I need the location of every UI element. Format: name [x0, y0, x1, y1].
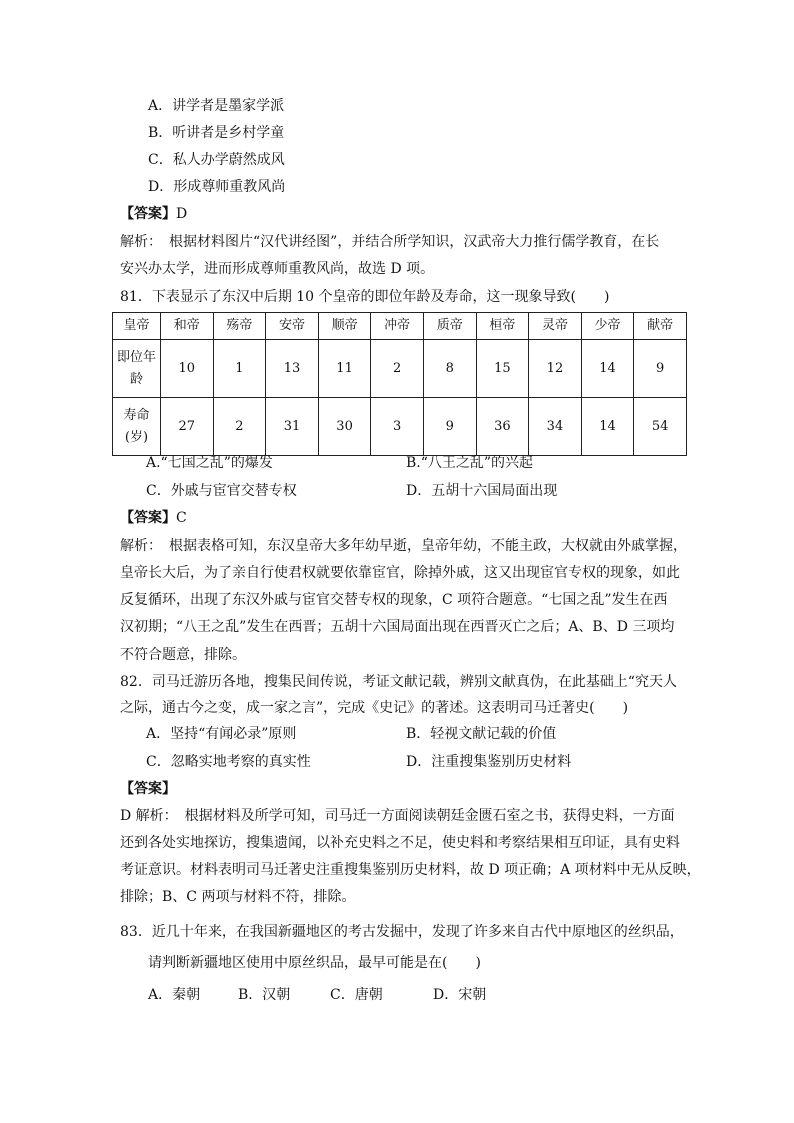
q82-options-row-1: [146, 724, 646, 744]
answer-label: 【答案】: [120, 206, 176, 222]
answer-value: D: [176, 206, 188, 222]
q80-option-b: B．听讲者是乡村学童: [148, 125, 285, 141]
q81-analysis-line-1: 解析： 根据表格可知，东汉皇帝大多年幼早逝，皇帝年幼，不能主政，大权就由外戚掌握，: [120, 538, 687, 554]
q81-option-b: B.“八王之乱”的兴起: [406, 455, 534, 471]
table-cell-age: 15: [476, 340, 529, 398]
q81-option-d: D．五胡十六国局面出现: [406, 483, 558, 499]
q81-options-row-1: [146, 453, 646, 473]
table-cell-emperor: 冲帝: [371, 313, 424, 340]
table-cell-emperor: 灵帝: [529, 313, 582, 340]
q83-stem-line-1: 83．近几十年来，在我国新疆地区的考古发掘中，发现了许多来自古代中原地区的丝织品，: [120, 924, 684, 940]
emperor-table: [112, 312, 687, 456]
q81-analysis-line-5: 不符合题意，排除。: [120, 647, 246, 663]
table-cell-age: 11: [318, 340, 371, 398]
q81-stem: 81．下表显示了东汉中后期 10 个皇帝的即位年龄及寿命，这一现象导致( ): [120, 289, 610, 305]
table-cell-emperor: 殇帝: [213, 313, 266, 340]
table-cell-emperor: 和帝: [161, 313, 214, 340]
q82-analysis-line-1: D 解析： 根据材料及所学可知，司马迁一方面阅读朝廷金匮石室之书，获得史料，一方面: [120, 808, 675, 824]
table-cell-lifespan: 9: [423, 398, 476, 456]
answer-label: 【答案】: [120, 510, 176, 526]
table-cell-age: 13: [266, 340, 319, 398]
table-cell-age: 10: [161, 340, 214, 398]
table-cell-lifespan: 54: [634, 398, 687, 456]
table-cell-lifespan: 31: [266, 398, 319, 456]
q83-option-c: C．唐朝: [330, 987, 383, 1003]
q82-options-row-2: [146, 752, 646, 772]
q80-option-a: A．讲学者是墨家学派: [148, 98, 285, 114]
q80-option-c: C．私人办学蔚然成风: [148, 152, 285, 168]
q82-stem-line-1: 82．司马迁游历各地，搜集民间传说，考证文献记载，辨别文献真伪，在此基础上“究天人: [120, 674, 677, 690]
table-cell-age: 9: [634, 340, 687, 398]
table-header-label: 皇帝: [113, 313, 161, 340]
answer-value: C: [176, 510, 187, 526]
table-cell-lifespan: 36: [476, 398, 529, 456]
q83-option-d: D．宋朝: [433, 987, 487, 1003]
table-row-lifespans: [113, 398, 687, 456]
table-cell-age: 12: [529, 340, 582, 398]
q83-option-b: B．汉朝: [238, 987, 291, 1003]
q82-answer-label: 【答案】: [120, 781, 176, 797]
q81-answer: [120, 508, 187, 528]
table-life-label: 寿命(岁): [113, 398, 161, 456]
q81-option-c: C．外戚与宦官交替专权: [146, 483, 297, 499]
q81-analysis-line-2: 皇帝长大后，为了亲自行使君权就要依靠宦官，除掉外戚，这又出现宦官专权的现象，如此: [120, 565, 680, 581]
q82-analysis-line-2: 还到各处实地探访，搜集遗闻，以补充史料之不足，使史料和考察结果相互印证，具有史料: [120, 835, 680, 851]
q80-analysis-line-2: 安兴办太学，进而形成尊师重教风尚，故选 D 项。: [120, 261, 435, 277]
q82-analysis-line-3: 考证意识。材料表明司马迁著史注重搜集鉴别历史材料，故 D 项正确；A 项材料中无从反映，: [120, 862, 701, 878]
q80-answer: [120, 204, 187, 224]
table-cell-lifespan: 34: [529, 398, 582, 456]
q83-options-row: [148, 985, 548, 1005]
q82-option-c: C．忽略实地考察的真实性: [146, 754, 311, 770]
table-row-ages: [113, 340, 687, 398]
table-cell-age: 2: [371, 340, 424, 398]
table-cell-age: 1: [213, 340, 266, 398]
q80-analysis-line-1: 解析： 根据材料图片“汉代讲经图”，并结合所学知识，汉武帝大力推行儒学教育，在长: [120, 234, 660, 250]
q83-stem-line-2: 请判断新疆地区使用中原丝织品，最早可能是在( ): [148, 955, 481, 971]
q81-option-a: A.“七国之乱”的爆发: [146, 455, 273, 471]
table-cell-emperor: 桓帝: [476, 313, 529, 340]
q82-analysis-line-4: 排除；B、C 两项与材料不符，排除。: [120, 889, 356, 905]
q81-options-row-2: [146, 481, 646, 501]
q82-stem-line-2: 之际，通古今之变，成一家之言”，完成《史记》的著述。这表明司马迁著史( ): [120, 700, 629, 716]
q80-option-d: D．形成尊师重教风尚: [148, 179, 286, 195]
table-cell-age: 14: [581, 340, 634, 398]
q81-analysis-line-4: 汉初期；“八王之乱”发生在西晋；五胡十六国局面出现在西晋灭亡之后；A、B、D 三项均: [120, 619, 675, 635]
table-cell-lifespan: 14: [581, 398, 634, 456]
table-age-label: 即位年龄: [113, 340, 161, 398]
q81-analysis-line-3: 反复循环，出现了东汉外戚与宦官交替专权的现象，C 项符合题意。“七国之乱”发生在西: [120, 592, 668, 608]
table-cell-lifespan: 30: [318, 398, 371, 456]
q82-option-a: A．坚持“有闻必录”原则: [146, 726, 297, 742]
q82-option-d: D．注重搜集鉴别历史材料: [406, 754, 572, 770]
table-cell-lifespan: 27: [161, 398, 214, 456]
table-row-emperors: [113, 313, 687, 340]
table-cell-lifespan: 3: [371, 398, 424, 456]
table-cell-emperor: 质帝: [423, 313, 476, 340]
table-cell-emperor: 安帝: [266, 313, 319, 340]
table-cell-emperor: 献帝: [634, 313, 687, 340]
table-cell-emperor: 少帝: [581, 313, 634, 340]
q82-option-b: B．轻视文献记载的价值: [406, 726, 557, 742]
q83-option-a: A．秦朝: [148, 987, 201, 1003]
table-cell-emperor: 顺帝: [318, 313, 371, 340]
table-cell-age: 8: [423, 340, 476, 398]
table-cell-lifespan: 2: [213, 398, 266, 456]
